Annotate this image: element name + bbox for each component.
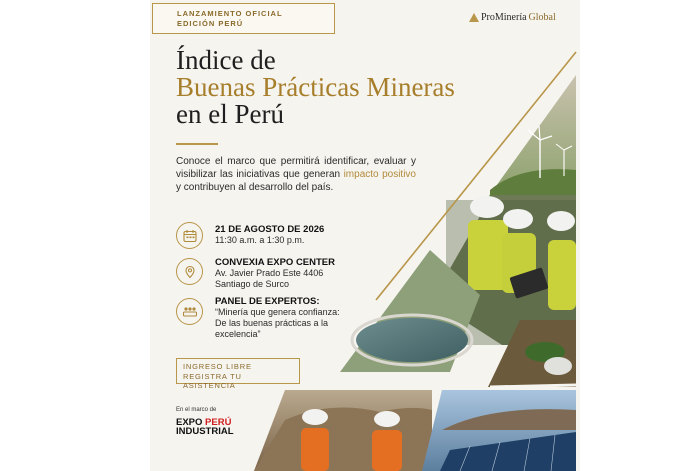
location-pin-icon [176,258,203,285]
venue-address-2: Santiago de Surco [215,279,290,289]
panel-line-3: excelencia” [215,329,261,339]
launch-badge [152,3,335,34]
intro-after: y contribuyen al desarrollo del país. [176,182,334,193]
cta-line-2: REGISTRA TU ASISTENCIA [183,371,242,390]
group-icon [176,298,203,325]
brand-name-b: Global [528,12,556,23]
venue-heading: CONVEXIA EXPO CENTER [215,257,336,268]
panel-line-1: “Minería que genera confianza: [215,307,340,317]
brand-name-a: ProMinería [481,12,527,23]
intro-highlight: impacto positivo [343,169,416,180]
title-line-3: en el Perú [176,99,284,129]
date-time: 11:30 a.m. a 1:30 p.m. [215,235,305,245]
industrial-word: INDUSTRIAL [176,426,234,437]
triangle-logo-icon [469,13,479,22]
poster [150,0,580,471]
venue-info [176,257,335,290]
intro-before: Conoce el marco que permitirá identificar, evaluar y visibilizar las iniciativas que generan [176,156,416,180]
date-info [176,222,324,249]
calendar-icon [176,222,203,249]
badge-line-2: EDICIÓN PERÚ [177,18,244,28]
marco-label: En el marco de [176,407,217,413]
title-line-1: Índice de [176,45,276,75]
register-button[interactable] [176,358,300,390]
title-line-2: Buenas Prácticas Mineras [176,72,455,102]
intro-paragraph [176,155,416,194]
panel-line-2: De las buenas prácticas a la [215,318,329,328]
badge-line-1: LANZAMIENTO OFICIAL [177,8,283,18]
panel-info [176,296,340,340]
page-title [176,47,496,128]
expo-word: EXPO [176,417,203,428]
venue-address-1: Av. Javier Prado Este 4406 [215,268,324,278]
date-heading: 21 DE AGOSTO DE 2026 [215,224,325,235]
title-divider [176,143,218,145]
brand-logo [469,12,556,23]
expo-peru-logo [176,418,234,436]
peru-word: PERÚ [205,417,232,428]
cta-line-1: INGRESO LIBRE [183,362,252,371]
panel-heading: PANEL DE EXPERTOS: [215,296,320,307]
